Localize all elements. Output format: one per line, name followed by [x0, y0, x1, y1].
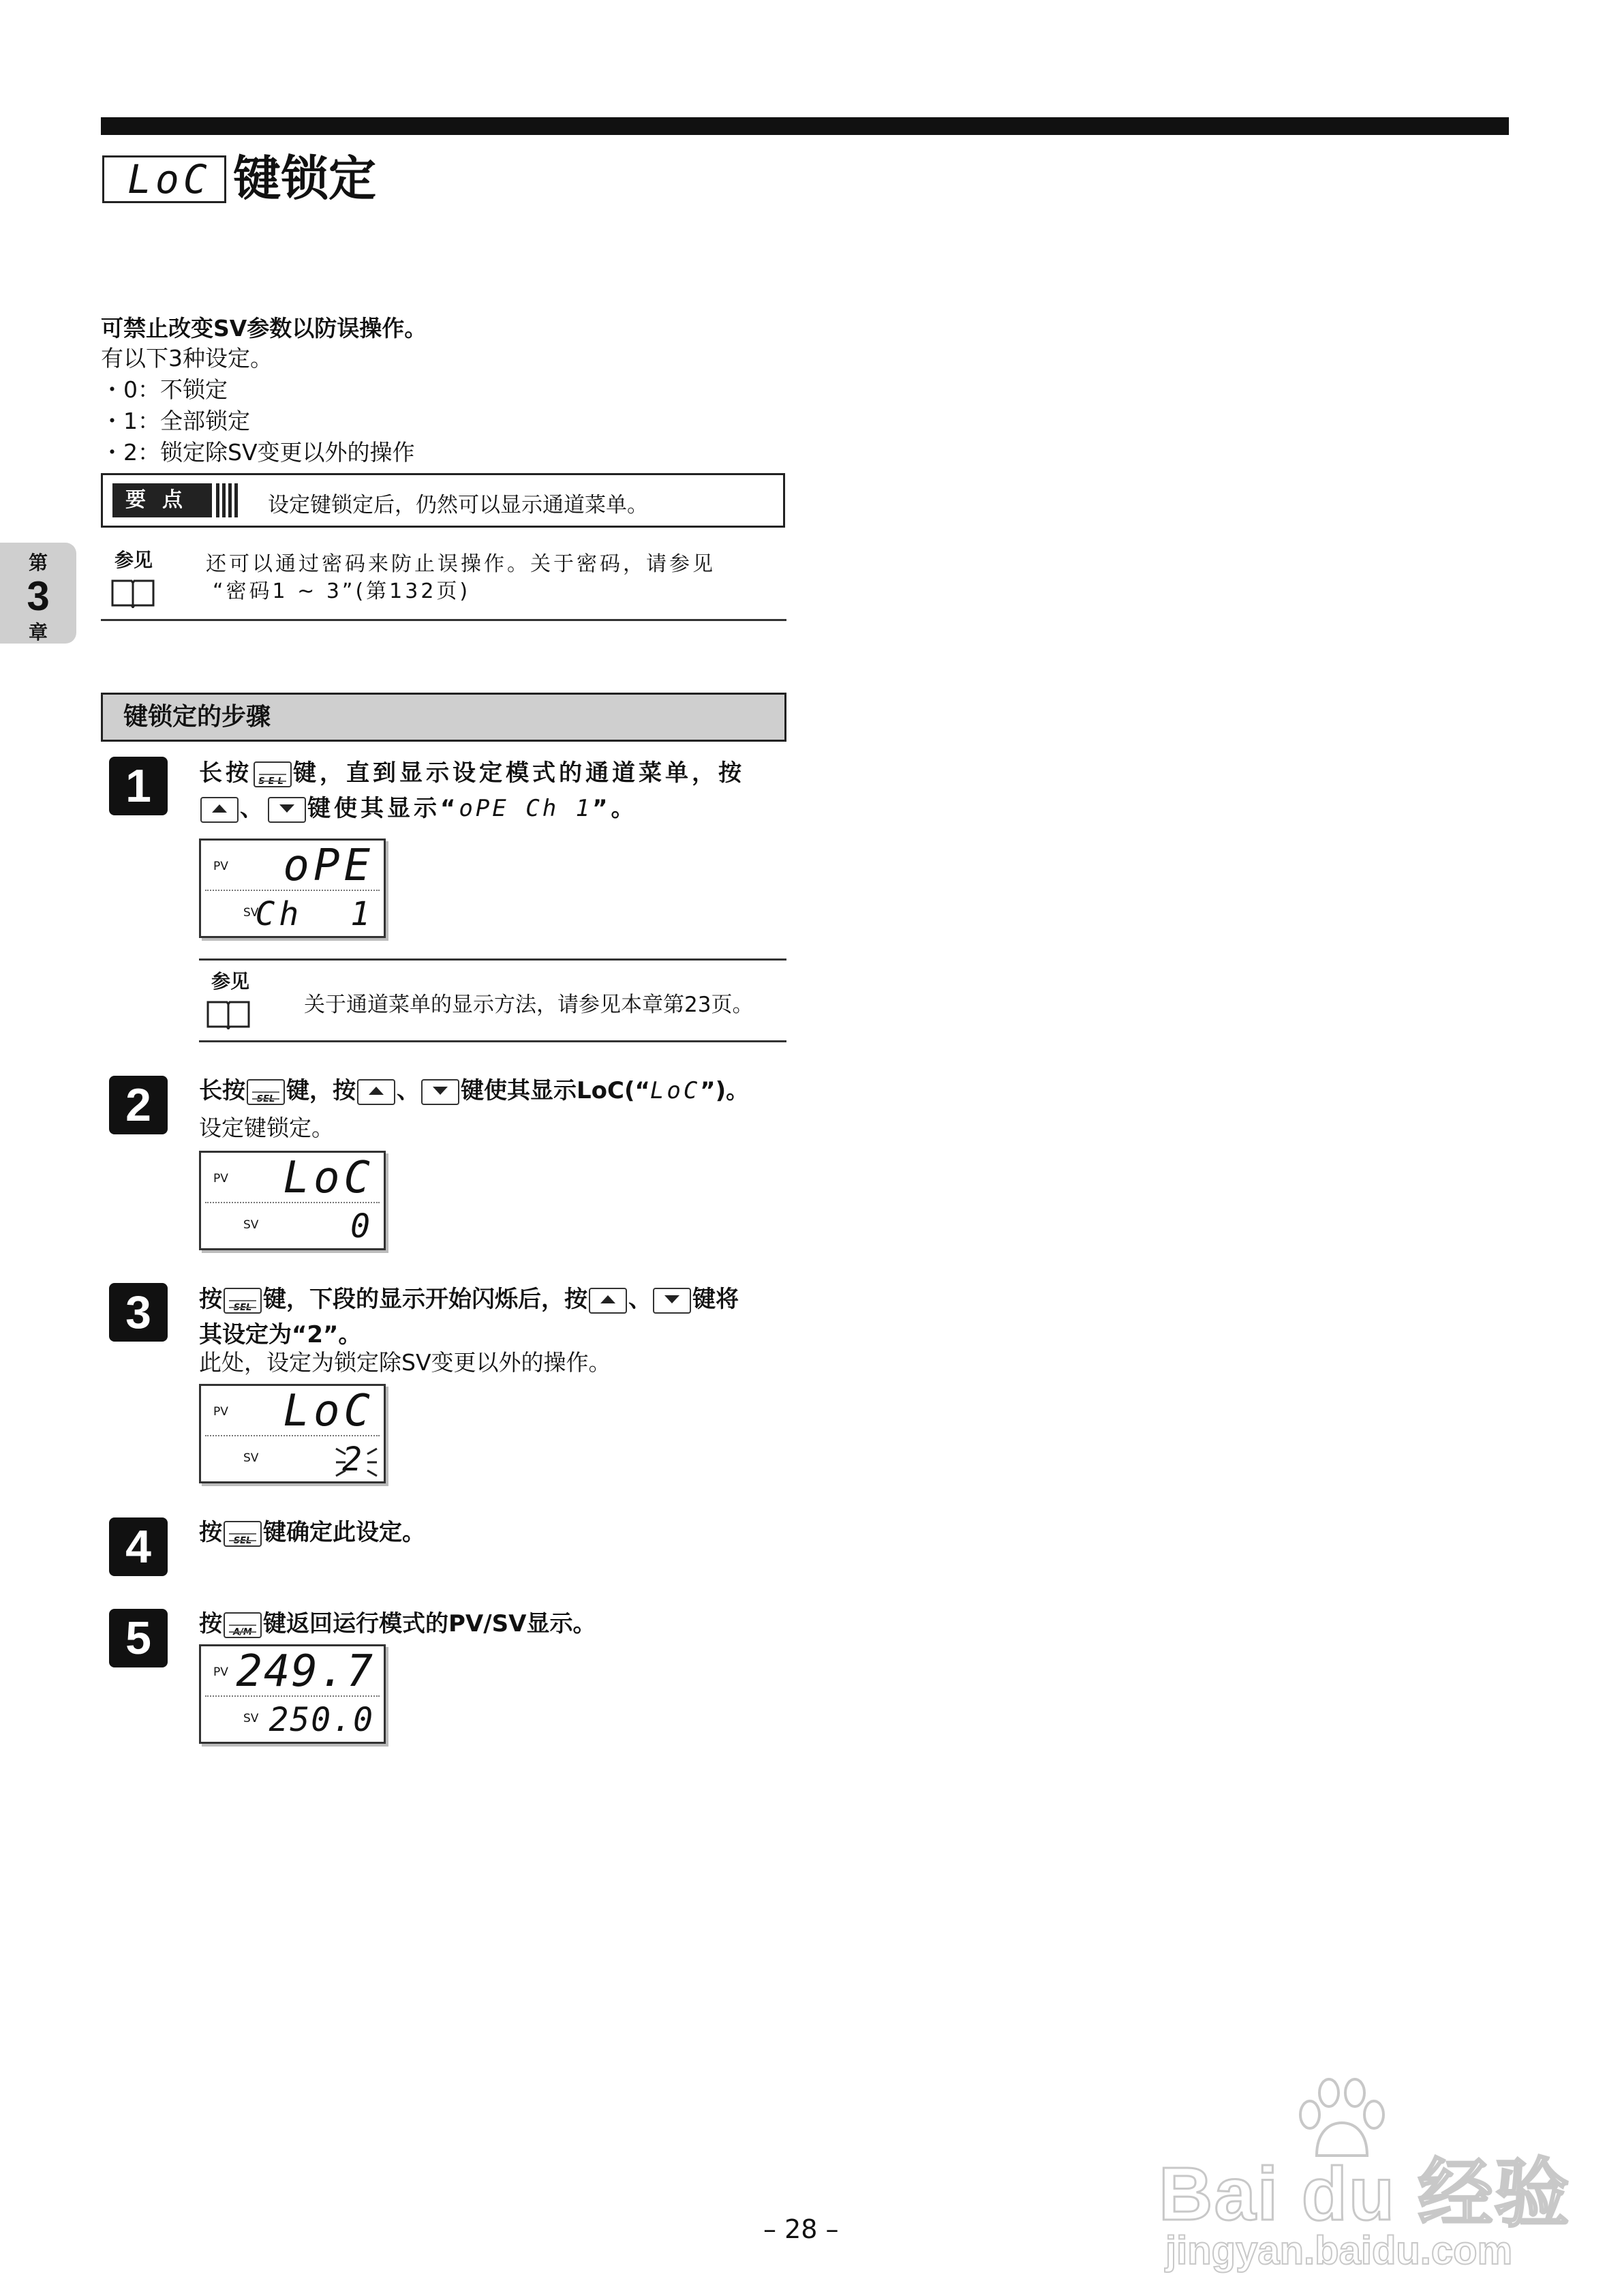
title-code-box: [102, 155, 226, 203]
step-1-reference-label: 参见: [211, 970, 250, 993]
step-1-reference-text: 关于通道菜单的显示方法，请参见本章第23页。: [304, 993, 754, 1017]
step-1-t4: 键使其显示“: [307, 795, 459, 822]
step-4-text: 按 SEL 键确定此设定。: [199, 1519, 425, 1546]
up-key-icon[interactable]: [589, 1288, 627, 1314]
step-4-number: 4: [109, 1517, 168, 1576]
pv-value: oPE: [283, 841, 374, 891]
sv-label: SV: [243, 906, 259, 920]
step-1-text: [199, 755, 778, 826]
chapter-number: 3: [27, 573, 50, 619]
step-3-note: 此处，设定为锁定除SV变更以外的操作。: [199, 1349, 611, 1376]
blink-rays-icon: [335, 1443, 378, 1481]
sel-key-icon[interactable]: SEL: [224, 1521, 262, 1547]
option-0: ・0：不锁定: [101, 376, 228, 403]
step-2-display-text: LoC: [649, 1077, 701, 1104]
step-3-display: [199, 1384, 386, 1483]
am-key-icon[interactable]: A/M: [224, 1612, 262, 1638]
reference-text-2: “密码1 ~ 3”(第132页): [213, 579, 471, 603]
title-code: LoC: [127, 156, 211, 202]
pv-label: PV: [213, 1665, 228, 1679]
step-2-note: 设定键锁定。: [199, 1115, 334, 1141]
sel-key-icon[interactable]: SEL: [247, 1079, 285, 1105]
chapter-tab-prefix: 第: [28, 552, 48, 574]
step-1-t6: ”。: [592, 795, 638, 822]
down-key-icon[interactable]: [268, 797, 306, 823]
chapter-tab[interactable]: [0, 543, 76, 644]
step-2-number: 2: [109, 1076, 168, 1134]
reference-divider: [101, 619, 786, 621]
step-3-text: 按 SEL 键，下段的显示开始闪烁后，按 、 键将 其设定为“2”。: [199, 1286, 739, 1348]
pv-label: PV: [213, 1405, 228, 1419]
step-1-t2: 键，直到显示设定模式的通道菜单，按: [293, 759, 745, 787]
reference-label: 参见: [114, 549, 153, 571]
pv-value: LoC: [283, 1153, 374, 1203]
chapter-tab-suffix: 章: [28, 621, 48, 644]
pv-label: PV: [213, 860, 228, 873]
book-icon: [206, 998, 251, 1029]
sv-value: Ch 1: [255, 895, 374, 933]
step-5-display: [199, 1644, 386, 1744]
intro-line: 有以下3种设定。: [101, 345, 273, 372]
step-1-display-text: oPE Ch 1: [459, 795, 593, 822]
sv-value-blinking: 2: [342, 1440, 366, 1479]
reference-text-1: 还可以通过密码来防止误操作。关于密码，请参见: [206, 552, 716, 576]
step-5-text: 按 A/M 键返回运行模式的PV/SV显示。: [199, 1610, 596, 1637]
sel-key-icon[interactable]: SEL: [224, 1288, 262, 1314]
page-title: 键锁定: [233, 151, 376, 207]
key-point-text: 设定键锁定后，仍然可以显示通道菜单。: [268, 493, 648, 517]
section-header: 键锁定的步骤: [101, 693, 786, 742]
pv-value: LoC: [283, 1386, 374, 1436]
book-icon: [110, 577, 155, 608]
step-2-display: [199, 1151, 386, 1250]
pv-value: 249.7: [236, 1646, 374, 1697]
step-1-ref-bottom-rule: [199, 1040, 786, 1042]
key-point-label: 要点: [112, 483, 212, 517]
step-2-text: 长按 SEL 键，按 、 键使其显示LoC(“LoC”)。: [199, 1077, 750, 1104]
sv-value: 250.0: [269, 1701, 374, 1739]
key-point-box: [101, 473, 785, 528]
up-key-icon[interactable]: [200, 797, 239, 823]
watermark-brand: Bai du 经验: [1159, 2152, 1571, 2236]
step-1-t3: 、: [240, 795, 266, 822]
sel-key-icon[interactable]: SEL: [254, 761, 292, 787]
step-3-number: 3: [109, 1283, 168, 1342]
step-1-number: 1: [109, 757, 168, 815]
step-1-display: [199, 839, 386, 938]
up-key-icon[interactable]: [357, 1079, 395, 1105]
sv-label: SV: [243, 1218, 259, 1232]
sv-value: 0: [350, 1207, 374, 1245]
step-1-t1: 长按: [199, 759, 252, 787]
pv-label: PV: [213, 1172, 228, 1185]
down-key-icon[interactable]: [653, 1288, 691, 1314]
page-number: – 28 –: [763, 2214, 839, 2244]
down-key-icon[interactable]: [421, 1079, 459, 1105]
watermark-url: jingyan.baidu.com: [1165, 2229, 1513, 2273]
option-1: ・1：全部锁定: [101, 408, 250, 434]
option-2: ・2：锁定除SV变更以外的操作: [101, 439, 415, 466]
key-point-bars: [216, 483, 241, 517]
sv-label: SV: [243, 1451, 259, 1465]
step-5-number: 5: [109, 1609, 168, 1667]
step-1-ref-top-rule: [199, 958, 786, 961]
intro-bold-line: 可禁止改变SV参数以防误操作。: [101, 315, 427, 342]
top-rule: [101, 117, 1509, 135]
sv-label: SV: [243, 1712, 259, 1725]
